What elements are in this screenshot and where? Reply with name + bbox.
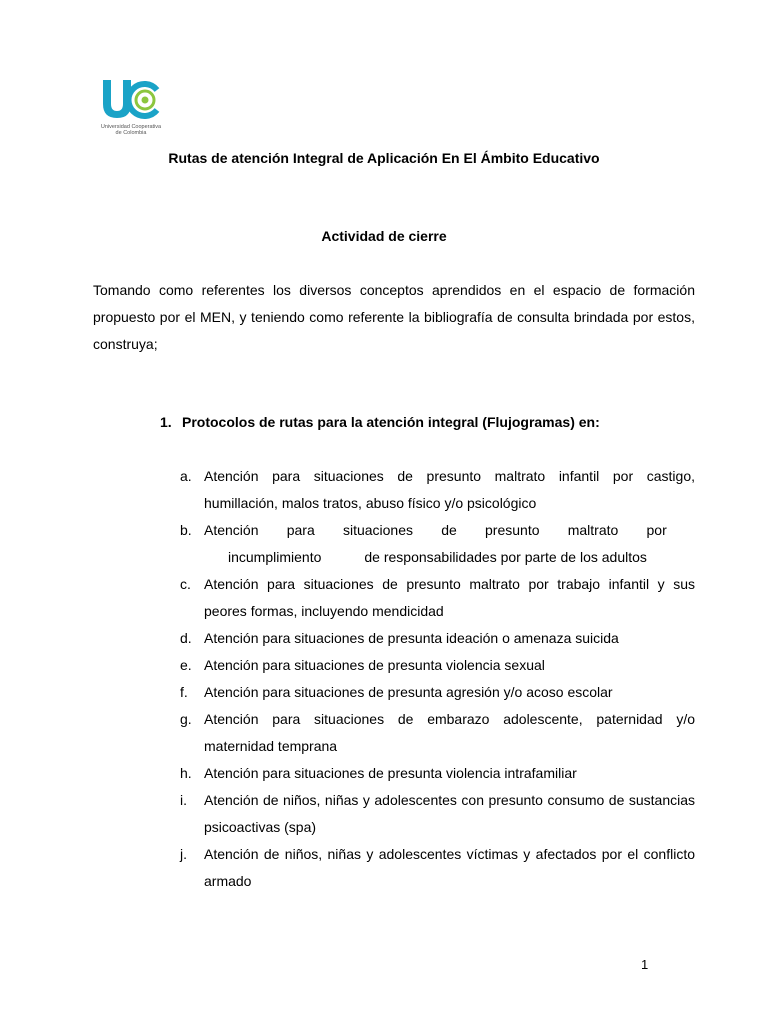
logo-caption-line1: Universidad Cooperativa (100, 124, 162, 130)
protocol-list (180, 463, 695, 895)
word: por (646, 522, 667, 538)
list-item (180, 787, 695, 841)
list-item-text: Atención para situaciones de presunto maltrato por trabajo infantil y sus peores formas, incluyendo mendicidad (204, 576, 695, 619)
list-item-text: Atención para situaciones de presunta agresión y/o acoso escolar (204, 684, 613, 700)
word: presunto (485, 522, 540, 538)
word: incumplimiento (228, 549, 322, 565)
list-item-letter: j. (180, 846, 187, 862)
document-subtitle: Actividad de cierre (321, 228, 447, 244)
intro-paragraph: Tomando como referentes los diversos conceptos aprendidos en el espacio de formación propuesto por el MEN, y teniendo como referente la bibliografía de consulta brindada por estos, construya; (93, 282, 695, 352)
list-item-text: Atención para situaciones de embarazo adolescente, paternidad y/o maternidad temprana (204, 711, 695, 754)
list-item-letter: i. (180, 792, 187, 808)
word: de (441, 522, 457, 538)
phrase: de responsabilidades por parte de los adultos (364, 549, 647, 565)
list-item-line2 (204, 544, 695, 571)
list-item (180, 679, 695, 706)
word: situaciones (342, 522, 413, 538)
list-item (180, 652, 695, 679)
list-item-line1 (204, 517, 695, 544)
list-item (180, 625, 695, 652)
word: para (286, 522, 315, 538)
list-item-text: Atención para situaciones de presunta violencia intrafamiliar (204, 765, 577, 781)
section-heading (160, 413, 600, 431)
list-item-letter: h. (180, 765, 192, 781)
section-heading-text: Protocolos de rutas para la atención integral (Flujogramas) en: (182, 414, 600, 430)
list-item-text: Atención de niños, niñas y adolescentes víctimas y afectados por el conflicto armado (204, 846, 695, 889)
list-item-text: Atención para situaciones de presunto maltrato infantil por castigo, humillación, malos tratos, abuso físico y/o psicológico (204, 468, 695, 511)
list-item (180, 571, 695, 625)
document-title: Rutas de atención Integral de Aplicación En El Ámbito Educativo (168, 150, 600, 166)
university-logo (93, 76, 173, 146)
list-item-letter: c. (180, 576, 191, 592)
list-item (180, 517, 695, 571)
list-item-text: Atención para situaciones de presunta violencia sexual (204, 657, 545, 673)
list-item-letter: e. (180, 657, 192, 673)
list-item-text: Atención para situaciones de presunta ideación o amenaza suicida (204, 630, 619, 646)
list-item-letter: a. (180, 468, 192, 484)
list-item (180, 706, 695, 760)
list-item-letter: g. (180, 711, 192, 727)
word: maltrato (567, 522, 619, 538)
list-item-letter: f. (180, 684, 188, 700)
section-number: 1. (160, 414, 172, 430)
list-item-text: Atención de niños, niñas y adolescentes con presunto consumo de sustancias psicoactivas (spa) (204, 792, 695, 835)
list-item-text (204, 517, 695, 571)
list-item (180, 841, 695, 895)
list-item-letter: b. (180, 522, 192, 538)
list-item-letter: d. (180, 630, 192, 646)
uc-logo-icon (99, 76, 161, 122)
list-item (180, 760, 695, 787)
list-item (180, 463, 695, 517)
word: Atención (204, 522, 259, 538)
logo-caption (93, 124, 169, 136)
page-number: 1 (641, 957, 649, 972)
logo-caption-line2: de Colombia (115, 130, 147, 136)
